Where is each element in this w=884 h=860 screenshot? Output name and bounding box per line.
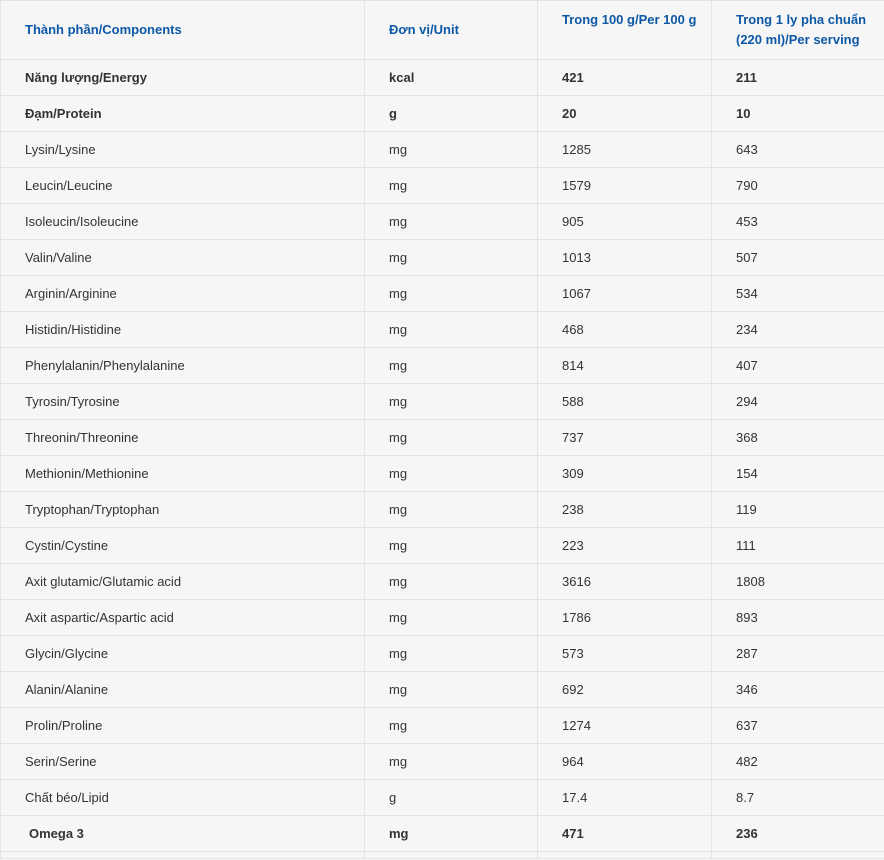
table-row — [1, 60, 884, 96]
cell-component: Arginin/Arginine — [1, 276, 365, 312]
cell-per-serving: 346 — [712, 672, 884, 708]
cell-per-100g: 238 — [538, 492, 712, 528]
cell-unit: mg — [365, 168, 538, 204]
cell-per-serving: 111 — [712, 528, 884, 564]
table-row — [1, 636, 884, 672]
cell-per-100g: 588 — [538, 384, 712, 420]
cell-component: Alanin/Alanine — [1, 672, 365, 708]
cell-component: Chất béo/Lipid — [1, 780, 365, 816]
cell-component: Omega 3 — [1, 816, 365, 852]
cell-unit: mg — [365, 132, 538, 168]
cell-unit: g — [365, 780, 538, 816]
empty-cell — [712, 852, 884, 859]
cell-unit: mg — [365, 600, 538, 636]
table-row — [1, 672, 884, 708]
cell-per-serving: 8.7 — [712, 780, 884, 816]
header-components: Thành phần/Components — [1, 1, 365, 60]
cell-per-serving: 507 — [712, 240, 884, 276]
cell-per-serving: 154 — [712, 456, 884, 492]
cell-unit: mg — [365, 276, 538, 312]
cell-per-100g: 1786 — [538, 600, 712, 636]
cell-unit: kcal — [365, 60, 538, 96]
table-row — [1, 564, 884, 600]
cell-unit: mg — [365, 816, 538, 852]
cell-per-100g: 20 — [538, 96, 712, 132]
table-row — [1, 312, 884, 348]
cell-unit: mg — [365, 528, 538, 564]
cell-per-100g: 421 — [538, 60, 712, 96]
table-row — [1, 780, 884, 816]
cell-per-serving: 236 — [712, 816, 884, 852]
cell-per-100g: 964 — [538, 744, 712, 780]
cell-unit: mg — [365, 564, 538, 600]
cell-unit: mg — [365, 384, 538, 420]
header-row — [1, 1, 884, 60]
cell-per-100g: 1067 — [538, 276, 712, 312]
cell-component: Lysin/Lysine — [1, 132, 365, 168]
cell-component: Prolin/Proline — [1, 708, 365, 744]
cell-per-100g: 17.4 — [538, 780, 712, 816]
cell-unit: mg — [365, 708, 538, 744]
cell-unit: mg — [365, 240, 538, 276]
cell-per-serving: 893 — [712, 600, 884, 636]
cell-per-serving: 211 — [712, 60, 884, 96]
cell-per-100g: 737 — [538, 420, 712, 456]
table-row — [1, 528, 884, 564]
empty-cell — [538, 852, 712, 859]
cell-component: Histidin/Histidine — [1, 312, 365, 348]
table-row — [1, 816, 884, 852]
cell-per-serving: 1808 — [712, 564, 884, 600]
cell-per-100g: 905 — [538, 204, 712, 240]
table-row — [1, 600, 884, 636]
cell-per-100g: 814 — [538, 348, 712, 384]
table-row — [1, 492, 884, 528]
cell-per-serving: 368 — [712, 420, 884, 456]
header-per-serving: Trong 1 ly pha chuẩn (220 ml)/Per serving — [712, 1, 884, 60]
cell-component: Tryptophan/Tryptophan — [1, 492, 365, 528]
cell-component: Tyrosin/Tyrosine — [1, 384, 365, 420]
cell-per-100g: 1274 — [538, 708, 712, 744]
cell-per-100g: 1013 — [538, 240, 712, 276]
table-row — [1, 168, 884, 204]
table-row — [1, 384, 884, 420]
cell-component: Phenylalanin/Phenylalanine — [1, 348, 365, 384]
cell-component: Axit aspartic/Aspartic acid — [1, 600, 365, 636]
cell-per-serving: 10 — [712, 96, 884, 132]
table-row — [1, 708, 884, 744]
table-row — [1, 456, 884, 492]
table-row — [1, 276, 884, 312]
cell-per-serving: 790 — [712, 168, 884, 204]
table-row — [1, 240, 884, 276]
cell-unit: mg — [365, 744, 538, 780]
cell-per-100g: 309 — [538, 456, 712, 492]
table-row — [1, 744, 884, 780]
cell-per-100g: 3616 — [538, 564, 712, 600]
cell-component: Threonin/Threonine — [1, 420, 365, 456]
table-row — [1, 348, 884, 384]
table-body — [1, 60, 884, 859]
table-row — [1, 96, 884, 132]
cell-component: Axit glutamic/Glutamic acid — [1, 564, 365, 600]
cell-component: Đạm/Protein — [1, 96, 365, 132]
cell-per-serving: 534 — [712, 276, 884, 312]
cell-component: Năng lượng/Energy — [1, 60, 365, 96]
table-row — [1, 204, 884, 240]
cell-unit: mg — [365, 420, 538, 456]
cell-per-100g: 1579 — [538, 168, 712, 204]
cell-component: Leucin/Leucine — [1, 168, 365, 204]
cell-per-serving: 637 — [712, 708, 884, 744]
cell-per-serving: 482 — [712, 744, 884, 780]
cell-per-100g: 471 — [538, 816, 712, 852]
cell-per-serving: 294 — [712, 384, 884, 420]
cell-component: Glycin/Glycine — [1, 636, 365, 672]
cell-unit: mg — [365, 636, 538, 672]
cell-per-serving: 287 — [712, 636, 884, 672]
cell-per-100g: 223 — [538, 528, 712, 564]
cell-unit: mg — [365, 672, 538, 708]
cell-component: Cystin/Cystine — [1, 528, 365, 564]
cell-per-100g: 692 — [538, 672, 712, 708]
empty-cell — [365, 852, 538, 859]
cell-unit: mg — [365, 204, 538, 240]
cell-per-100g: 573 — [538, 636, 712, 672]
cell-component: Serin/Serine — [1, 744, 365, 780]
header-unit: Đơn vị/Unit — [365, 1, 538, 60]
table-row — [1, 420, 884, 456]
cell-per-100g: 468 — [538, 312, 712, 348]
cell-per-serving: 453 — [712, 204, 884, 240]
cell-unit: mg — [365, 348, 538, 384]
cell-unit: mg — [365, 456, 538, 492]
table-row — [1, 132, 884, 168]
cell-per-serving: 119 — [712, 492, 884, 528]
cell-component: Methionin/Methionine — [1, 456, 365, 492]
cell-component: Isoleucin/Isoleucine — [1, 204, 365, 240]
cell-per-serving: 234 — [712, 312, 884, 348]
cell-per-serving: 407 — [712, 348, 884, 384]
cell-per-serving: 643 — [712, 132, 884, 168]
cell-unit: g — [365, 96, 538, 132]
header-per-100g: Trong 100 g/Per 100 g — [538, 1, 712, 60]
cell-component: Valin/Valine — [1, 240, 365, 276]
cell-unit: mg — [365, 492, 538, 528]
cell-unit: mg — [365, 312, 538, 348]
cell-per-100g: 1285 — [538, 132, 712, 168]
empty-cell — [1, 852, 365, 859]
table-row-partial — [1, 852, 884, 859]
